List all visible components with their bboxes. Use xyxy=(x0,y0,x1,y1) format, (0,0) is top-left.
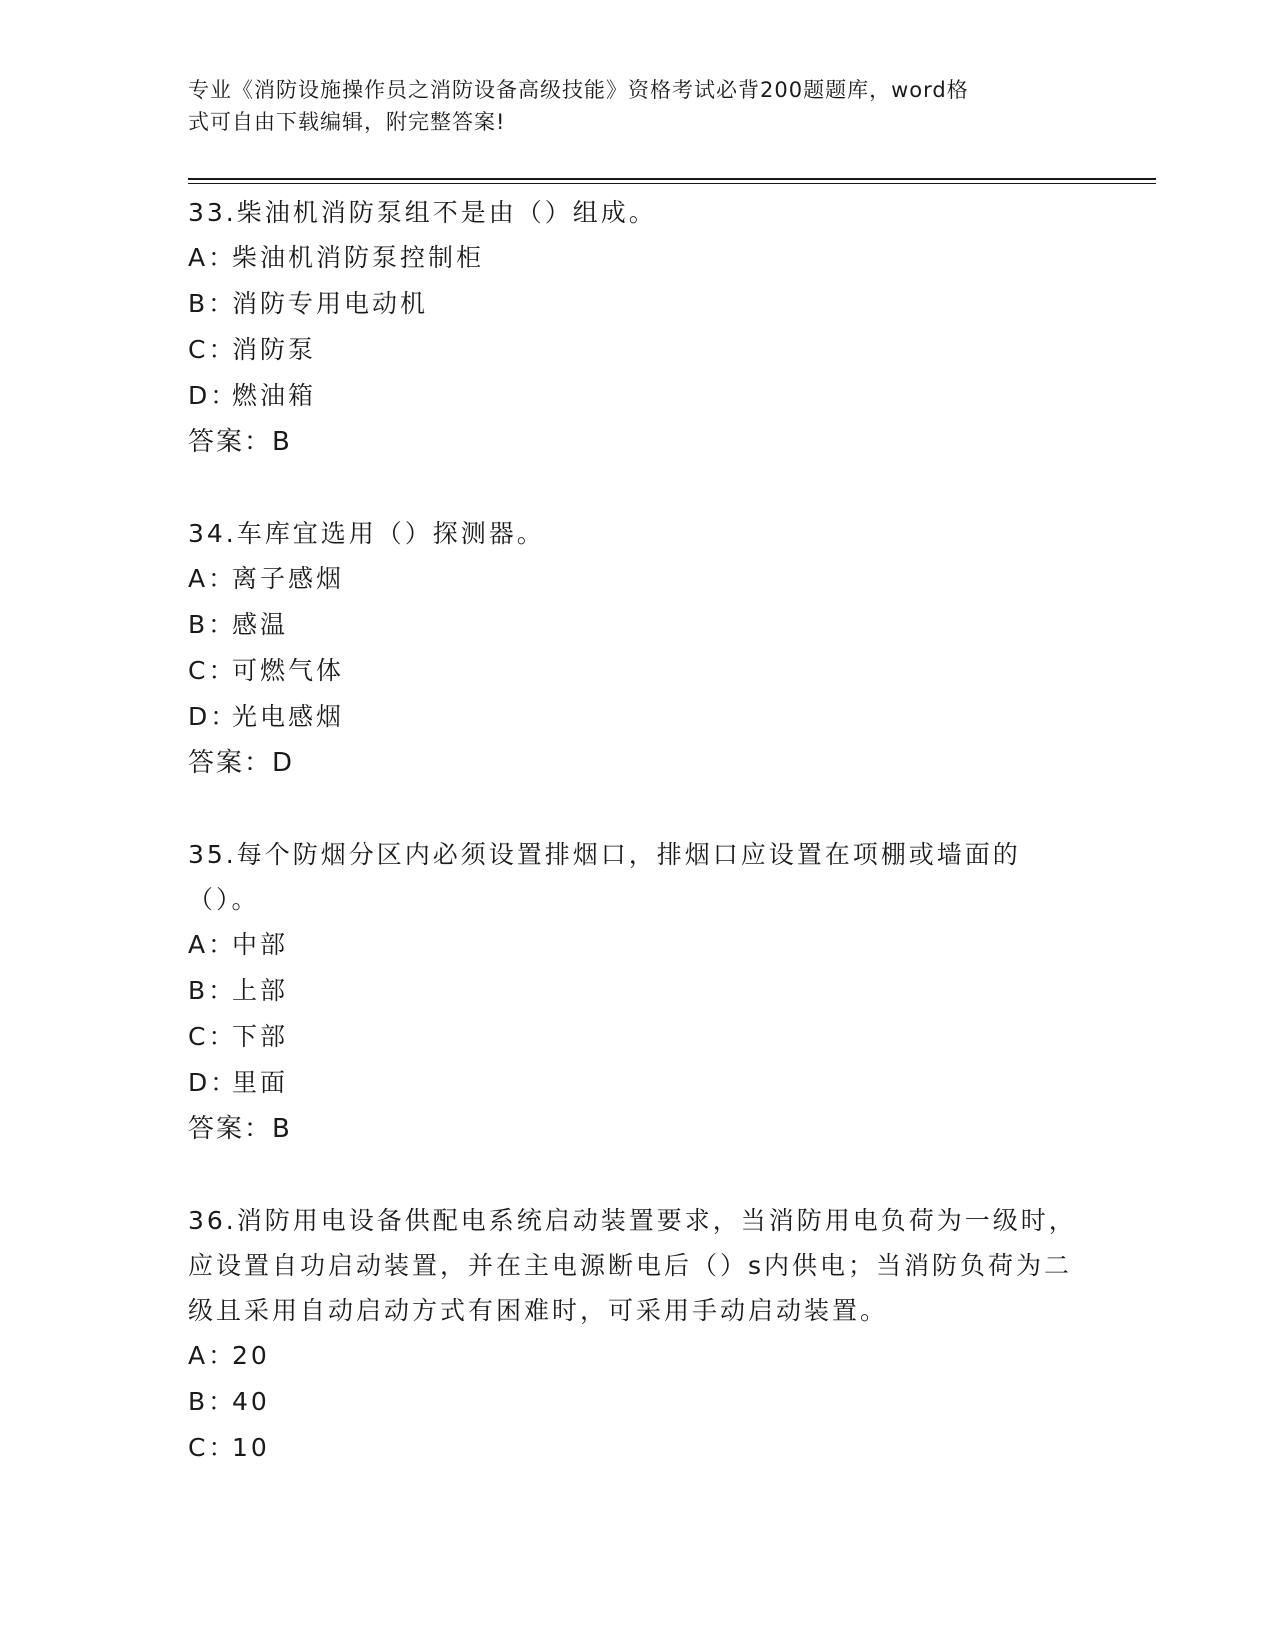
option-b xyxy=(188,602,1088,648)
option-text: 10 xyxy=(232,1433,270,1462)
option-text: 消防专用电动机 xyxy=(232,289,429,318)
answer-line: 答案：D xyxy=(188,748,295,778)
question-36 xyxy=(188,1198,1088,1471)
question-text: 36.消防用电设备供配电系统启动装置要求，当消防用电负荷为一级时，应设置自功启动装置，并在主电源断电后（）s内供电；当消防负荷为二级且采用自动启动方式有困难时，可采用手动启动装置。 xyxy=(188,1206,1077,1325)
option-b xyxy=(188,281,1088,327)
option-key: A： xyxy=(188,930,237,959)
option-text: 消防泵 xyxy=(232,335,317,364)
option-key: B： xyxy=(188,1387,237,1416)
option-key: B： xyxy=(188,610,237,639)
question-text: 34.车库宜选用（）探测器。 xyxy=(188,519,545,548)
option-c xyxy=(188,1014,1088,1060)
option-b xyxy=(188,1379,1088,1425)
option-text: 40 xyxy=(232,1387,270,1416)
option-text: 感温 xyxy=(232,610,289,639)
question-text: 33.柴油机消防泵组不是由（）组成。 xyxy=(188,198,657,227)
option-c xyxy=(188,327,1088,373)
answer-line: 答案：B xyxy=(188,427,292,457)
option-text: 可燃气体 xyxy=(232,656,345,685)
header-rule-thick xyxy=(188,178,1156,180)
option-d xyxy=(188,1060,1088,1106)
header-rule-thin xyxy=(188,183,1156,184)
option-key: C： xyxy=(188,1433,237,1462)
option-text: 20 xyxy=(232,1341,270,1370)
question-33 xyxy=(188,190,1088,465)
question-34 xyxy=(188,511,1088,786)
option-text: 柴油机消防泵控制柜 xyxy=(232,243,485,272)
question-text: 35.每个防烟分区内必须设置排烟口，排烟口应设置在项棚或墙面的（）。 xyxy=(188,840,1021,914)
answer-line: 答案：B xyxy=(188,1114,292,1144)
option-text: 中部 xyxy=(232,930,289,959)
option-d xyxy=(188,373,1088,419)
option-text: 离子感烟 xyxy=(232,564,345,593)
option-key: A： xyxy=(188,564,237,593)
option-text: 上部 xyxy=(232,976,289,1005)
option-d xyxy=(188,694,1088,740)
option-a xyxy=(188,922,1088,968)
option-a xyxy=(188,556,1088,602)
document-header xyxy=(188,74,1068,138)
option-text: 下部 xyxy=(232,1022,289,1051)
header-line-1: 专业《消防设施操作员之消防设备高级技能》资格考试必背200题题库，word格 xyxy=(188,78,969,102)
option-key: D： xyxy=(188,1068,239,1097)
option-key: C： xyxy=(188,335,237,364)
option-key: B： xyxy=(188,289,237,318)
option-a xyxy=(188,235,1088,281)
question-35 xyxy=(188,832,1088,1152)
option-key: C： xyxy=(188,656,237,685)
option-key: D： xyxy=(188,381,239,410)
option-key: B： xyxy=(188,976,237,1005)
option-c xyxy=(188,648,1088,694)
option-text: 燃油箱 xyxy=(232,381,317,410)
option-text: 里面 xyxy=(232,1068,289,1097)
option-a xyxy=(188,1333,1088,1379)
header-line-2: 式可自由下载编辑，附完整答案! xyxy=(188,110,506,134)
question-list xyxy=(188,190,1088,1517)
option-key: D： xyxy=(188,702,239,731)
option-key: A： xyxy=(188,243,237,272)
option-key: C： xyxy=(188,1022,237,1051)
option-key: A： xyxy=(188,1341,237,1370)
option-text: 光电感烟 xyxy=(232,702,345,731)
option-c xyxy=(188,1425,1088,1471)
option-b xyxy=(188,968,1088,1014)
